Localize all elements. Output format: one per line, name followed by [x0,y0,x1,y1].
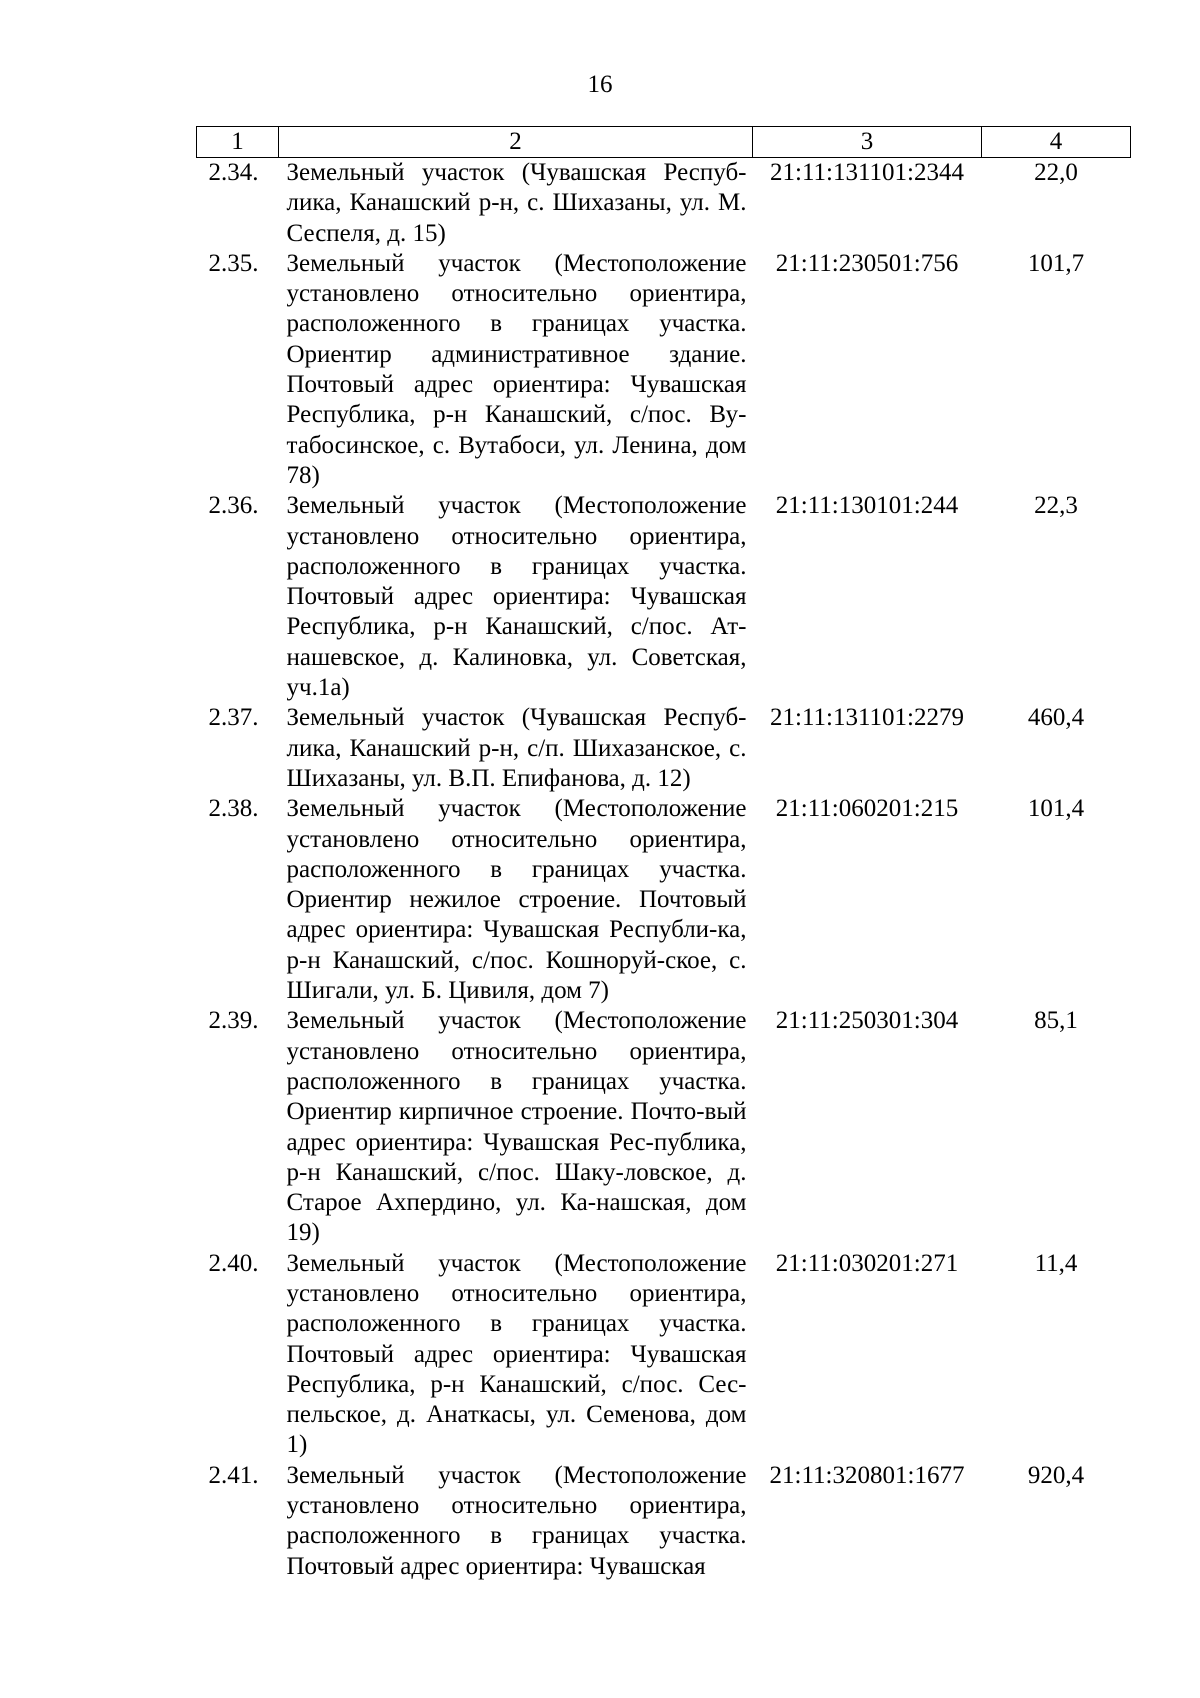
row-description: Земельный участок (Местоположение установлено относительно ориентира, расположенного в границах участка. Ориентир нежилое строение. Почтовый адрес ориентира: Чувашская Республи-ка, р-н Канашский, с/пос. Кошноруй-ское, с. Шигали, ул. Б. Цивиля, дом 7) [286,795,747,1005]
row-cadastral-number: 21:11:060201:215 [775,795,959,823]
row-cadastral-number: 21:11:030201:271 [775,1249,959,1277]
table-row [197,249,1131,491]
table-row [197,158,1131,249]
table-row [197,491,1131,703]
row-area: 460,4 [1027,704,1085,732]
row-number: 2.38. [208,795,259,823]
row-description: Земельный участок (Местоположение установлено относительно ориентира, расположенного в границах участка. Почтовый адрес ориентира: Чувашская [286,1461,747,1580]
header-col-2: 2 [279,127,753,158]
row-area: 920,4 [1027,1461,1085,1489]
table-row [197,794,1131,1006]
row-area: 101,7 [1027,249,1085,277]
row-cadastral-number: 21:11:130101:244 [775,492,959,520]
row-cadastral-number: 21:11:131101:2344 [770,159,964,186]
row-number: 2.37. [208,704,259,732]
row-area: 11,4 [1034,1249,1078,1277]
row-number: 2.36. [208,492,259,520]
row-description: Земельный участок (Местоположение установлено относительно ориентира, расположенного в границах участка. Ориентир кирпичное строение. Почто-вый адрес ориентира: Чувашская Рес-публика, р-н Канашский, с/пос. Шаку-ловское, д. Старое Ахпердино, ул. Ка-нашская, дом 19) [286,1007,747,1247]
header-row [197,127,1131,158]
row-description: Земельный участок (Местоположение установлено относительно ориентира, расположенного в границах участка. Почтовый адрес ориентира: Чувашская Республика, р-н Канашский, с/пос. Сес-пельское, д. Анаткасы, ул. Семенова, дом 1) [286,1249,747,1459]
row-description: Земельный участок (Чувашская Респуб-лика, Канашский р-н, с/п. Шихазанское, с. Шихазаны, ул. В.П. Епифанова, д. 12) [286,704,747,792]
row-number: 2.39. [208,1007,259,1035]
row-area: 101,4 [1027,795,1085,823]
row-cadastral-number: 21:11:320801:1677 [769,1461,965,1489]
property-table [196,126,1131,1582]
header-col-4: 4 [982,127,1131,158]
table-row [197,1249,1131,1461]
table-body [197,158,1131,1582]
row-number: 2.35. [208,249,259,277]
row-description: Земельный участок (Местоположение установлено относительно ориентира, расположенного в границах участка. Почтовый адрес ориентира: Чувашская Республика, р-н Канашский, с/пос. Ат-нашевское, д. Калиновка, ул. Советская, уч.1а) [286,492,747,702]
table-row [197,703,1131,794]
page-number: 16 [587,71,613,98]
row-description: Земельный участок (Местоположение установлено относительно ориентира, расположенного в границах участка. Ориентир административное здание. Почтовый адрес ориентира: Чувашская Республика, р-н Канашский, с/пос. Ву-табосинское, с. Вутабоси, ул. Ленина, дом 78) [286,249,747,489]
table-row [197,1461,1131,1582]
header-col-3: 3 [753,127,982,158]
row-area: 22,0 [1034,159,1078,186]
row-cadastral-number: 21:11:230501:756 [775,249,959,277]
row-area: 85,1 [1034,1007,1078,1035]
table-row [197,1006,1131,1248]
row-number: 2.41. [208,1461,259,1489]
row-number: 2.40. [208,1249,259,1277]
row-description: Земельный участок (Чувашская Респуб-лика, Канашский р-н, с. Шихазаны, ул. М. Сеспеля, д. 15) [286,159,747,247]
row-area: 22,3 [1034,492,1078,520]
row-cadastral-number: 21:11:131101:2279 [770,704,964,732]
row-number: 2.34. [208,159,259,186]
row-cadastral-number: 21:11:250301:304 [775,1007,959,1035]
table-header [197,127,1131,158]
header-col-1: 1 [197,127,279,158]
